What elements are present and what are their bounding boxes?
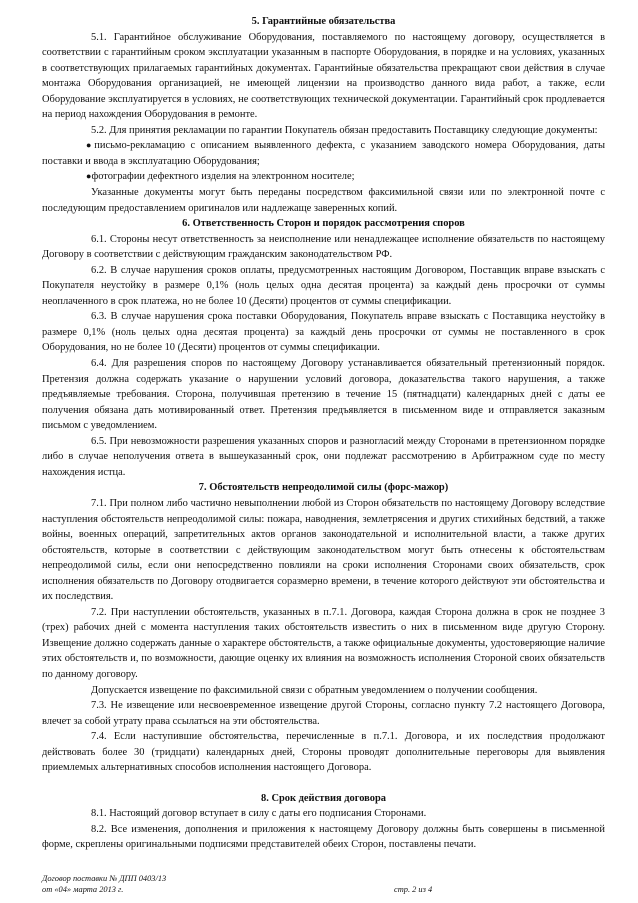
footer-date: от «04» марта 2013 г.	[42, 884, 124, 894]
section-5-title: 5. Гарантийные обязательства	[251, 16, 396, 27]
clause-7-4: 7.4. Если наступившие обстоятельства, перечисленные в п.7.1. Договора, и их последствия продолжают действовать более 30 (тридцати) календарных дней, Стороны проводят дополнительные переговоры для выявления приемлемых альтернативных способов исполнения настоящего Договора.	[42, 731, 605, 774]
footer-page-number: стр. 2 из 4	[394, 884, 433, 894]
section-7-title: 7. Обстоятельств непреодолимой силы (форс-мажор)	[198, 482, 449, 494]
clause-7-2: 7.2. При наступлении обстоятельств, указанных в п.7.1. Договора, каждая Сторона должна в срок не позднее 3 (трех) рабочих дней с момента наступления таких обстоятельств известить о них в письменном виде другую Сторону. Извещение должно содержать данные о характере обстоятельств, а также официальные документы, удостоверяющие наличие этих обстоятельств и, по возможности, дающие оценку их влияния на возможность исполнения Стороной своих обязательств по данному договору.	[42, 606, 605, 680]
clause-8-1: 8.1. Настоящий договор вступает в силу с даты его подписания Сторонами.	[91, 808, 427, 820]
bullet-item	[42, 169, 605, 185]
clause-6-4: 6.4. Для разрешения споров по настоящему Договору устанавливается обязательный претензионный порядок. Претензия должна содержать указание о нарушении условий договора, доказательства такого нарушения, а также предъявляемые требования. Сторона, получившая претензию в течение 15 (пятнадцати) календарных дней с даты ее получения обязана дать мотивированный ответ. Претензия предъявляется в письменном виде и отправляется заказным письмом с уведомлением.	[42, 358, 605, 432]
clause-6-3: 6.3. В случае нарушения срока поставки Оборудования, Покупатель вправе взыскать с Поставщика неустойку в размере 0,1% (ноль целых одна десятая процента) за каждый день просрочки от суммы не поставленного в срок Оборудования, но не более 10 (Десяти) процентов от суммы спецификации.	[42, 311, 605, 354]
bullet-item	[42, 138, 605, 169]
section-6-title: 6. Ответственность Сторон и порядок рассмотрения споров	[182, 218, 465, 230]
clause-7-3: 7.3. Не извещение или несвоевременное извещение другой Стороны, согласно пункту 7.2 настоящего Договора, влечет за собой утрату права ссылаться на эти обстоятельства.	[42, 700, 605, 727]
clause-7-1: 7.1. При полном либо частично невыполнении любой из Сторон обязательств по настоящему Договору вследствие наступления обстоятельств непреодолимой силы: пожара, наводнения, землетрясения и других стихийных бедствий, а также войны, военных операций, запретительных актов органов законодательной и исполнительной власти, а также других обстоятельств, которые в соответствии с действующим законодательством могут быть отнесены к обстоятельствам непреодолимой силы, если они непосредственно повлияли на сроки исполнения Сторонами своих обязательств, срок исполнения обязательств по Договору отодвигается соразмерно времени, в течение которого действуют эти обстоятельства и их последствия.	[42, 497, 605, 603]
clause-5-1: 5.1. Гарантийное обслуживание Оборудования, поставляемого по настоящему договору, осуществляется в соответствии с гарантийным сроком эксплуатации указанным в паспорте Оборудования, в порядке и на условиях, указанных в соответствующих прилагаемых гарантийных документах. Гарантийные обязательства прекращают свои действия в случае монтажа Оборудования организацией, не имеющей лицензии на производство данного вида работ, а также, если Оборудование эксплуатируется в условиях, не соответствующих технической документации. Гарантийный срок продлевается на период нахождения Оборудования в ремонте.	[42, 31, 605, 121]
bullet-text: фотографии дефектного изделия на электронном носителе;	[91, 171, 355, 183]
bullet-icon: ●	[86, 171, 92, 182]
section-8-title: 8. Срок действия договора	[261, 792, 386, 804]
clause-7-note: Допускается извещение по факсимильной связи с обратным уведомлением о получении сообщения.	[91, 684, 538, 696]
clause-6-5: 6.5. При невозможности разрешения указанных споров и разногласий между Сторонами в претензионном порядке либо в случае неполучения ответа в вышеуказанный срок, они подлежат рассмотрению в Арбитражном суде по месту нахождения истца.	[42, 435, 605, 478]
bullet-text: письмо-рекламацию с описанием выявленного дефекта, с указанием заводского номера Оборудования, даты поставки и ввода в эксплуатацию Оборудования;	[42, 140, 606, 167]
bullet-icon: ●	[86, 140, 95, 151]
clause-6-2: 6.2. В случае нарушения сроков оплаты, предусмотренных настоящим Договором, Поставщик вправе взыскать с Покупателя неустойку в размере 0,1% (ноль целых одна десятая процента) за каждый день просрочки от суммы неоплаченного в срок платежа, но не более 10 (Десяти) процентов от суммы спецификации.	[42, 264, 605, 307]
page-footer	[42, 874, 605, 895]
clause-6-1: 6.1. Стороны несут ответственность за неисполнение или ненадлежащее исполнение обязательств по настоящему Договору в соответствии с действующим гражданским законодательством РФ.	[42, 233, 605, 261]
clause-5-note: Указанные документы могут быть переданы посредством факсимильной связи или по электронной почте с последующим предоставлением оригиналов или надлежаще заверенных копий.	[42, 187, 605, 214]
clause-8-2: 8.2. Все изменения, дополнения и приложения к настоящему Договору должны быть совершены в письменной форме, скреплены оригинальными подписями представителей обеих Сторон, поставлены печати.	[42, 823, 605, 851]
clause-5-2: 5.2. Для принятия рекламации по гарантии Покупатель обязан предоставить Поставщику следующие документы:	[91, 124, 598, 136]
footer-row	[42, 885, 605, 896]
footer-contract: Договор поставки № ДПП 0403/13	[42, 874, 167, 883]
